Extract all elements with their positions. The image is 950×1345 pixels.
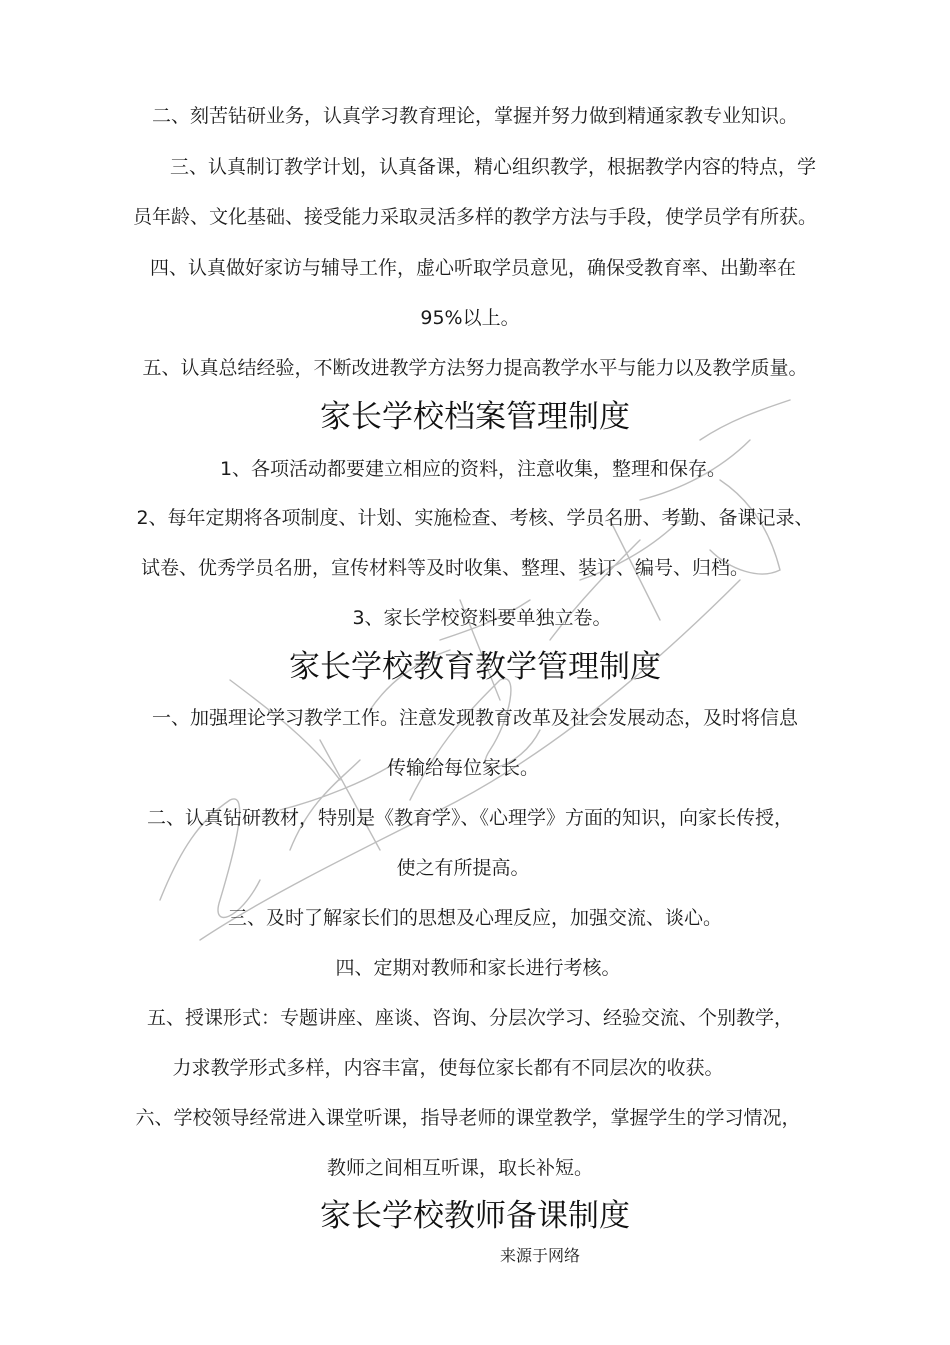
section3-item5-line2: 力求教学形式多样，内容丰富，使每位家长都有不同层次的收获。 <box>172 1057 724 1079</box>
section1-item5: 五、认真总结经验，不断改进教学方法努力提高教学水平与能力以及教学质量。 <box>142 357 808 379</box>
source-note: 来源于网络 <box>500 1246 581 1265</box>
section2-item2-line2: 试卷、优秀学员名册，宣传材料等及时收集、整理、装订、编号、归档。 <box>140 557 749 579</box>
section2-item3: 3、家长学校资料要单独立卷。 <box>352 607 612 629</box>
archive-management-title: 家长学校档案管理制度 <box>320 399 630 435</box>
section3-item5-line1: 五、授课形式：专题讲座、座谈、咨询、分层次学习、经验交流、个别教学， <box>146 1007 793 1029</box>
section3-item4: 四、定期对教师和家长进行考核。 <box>335 957 621 979</box>
section1-item3-line2: 员年龄、文化基础、接受能力采取灵活多样的教学方法与手段，使学员学有所获。 <box>132 206 817 228</box>
section1-item4-line1: 四、认真做好家访与辅导工作，虚心听取学员意见，确保受教育率、出勤率在 <box>149 257 796 279</box>
section2-item1: 1、各项活动都要建立相应的资料，注意收集，整理和保存。 <box>219 458 727 480</box>
section3-item2-line2: 使之有所提高。 <box>396 857 530 879</box>
section3-item6-line2: 教师之间相互听课，取长补短。 <box>326 1157 593 1179</box>
section3-item2-line1: 二、认真钻研教材，特别是《教育学》、《心理学》方面的知识，向家长传授， <box>146 807 793 829</box>
lesson-prep-title: 家长学校教师备课制度 <box>320 1198 630 1234</box>
teaching-management-title: 家长学校教育教学管理制度 <box>289 649 661 685</box>
section3-item6-line1: 六、学校领导经常进入课堂听课，指导老师的课堂教学，掌握学生的学习情况， <box>135 1107 801 1129</box>
section1-item2: 二、刻苦钻研业务，认真学习教育理论，掌握并努力做到精通家教专业知识。 <box>151 105 798 127</box>
section3-item3: 三、及时了解家长们的思想及心理反应，加强交流、谈心。 <box>227 907 722 929</box>
section3-item1-line1: 一、加强理论学习教学工作。注意发现教育改革及社会发展动态，及时将信息 <box>151 707 798 729</box>
section3-item1-line2: 传输给每位家长。 <box>386 757 539 779</box>
section1-item4-line2: 95%以上。 <box>420 307 520 329</box>
section1-item3-line1: 三、认真制订教学计划，认真备课，精心组织教学，根据教学内容的特点，学 <box>169 156 816 178</box>
section2-item2-line1: 2、每年定期将各项制度、计划、实施检查、考核、学员名册、考勤、备课记录、 <box>136 507 814 529</box>
